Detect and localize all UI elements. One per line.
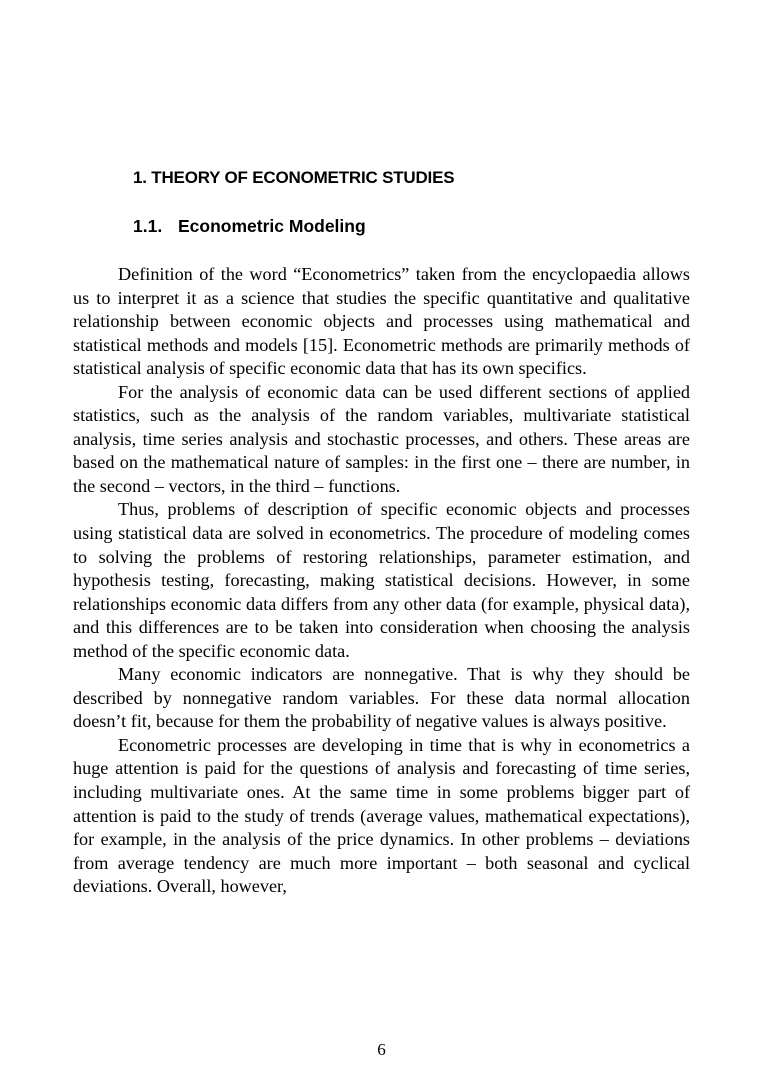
section-number: 1.1. — [133, 216, 163, 236]
paragraph: Definition of the word “Econometrics” taken from the encyclopaedia allows us to interpret it as a science that studies the specific quantitative and qualitative relationship between economic objects and processes using mathematical and statistical methods and models [15]. Econometric methods are primarily methods of statistical analysis of specific economic data that has its own specifics. — [73, 264, 690, 379]
chapter-heading: 1. THEORY OF ECONOMETRIC STUDIES — [133, 168, 455, 187]
section-heading — [133, 216, 366, 237]
body-text — [73, 263, 690, 899]
section-title: Econometric Modeling — [178, 216, 366, 236]
paragraph: Thus, problems of description of specific economic objects and processes using statistical data are solved in econometrics. The procedure of modeling comes to solving the problems of restoring relationships, parameter estimation, and hypothesis testing, forecasting, making statistical decisions. However, in some relationships economic data differs from any other data (for example, physical data), and this differences are to be taken into consideration when choosing the analysis method of the specific economic data. — [73, 499, 690, 661]
page-number: 6 — [377, 1040, 386, 1059]
paragraph: For the analysis of economic data can be used different sections of applied statistics, such as the analysis of the random variables, multivariate statistical analysis, time series analysis and stochastic processes, and others. These areas are based on the mathematical nature of samples: in the first one – there are number, in the second – vectors, in the third – functions. — [73, 381, 690, 496]
paragraph: Econometric processes are developing in time that is why in econometrics a huge attention is paid for the questions of analysis and forecasting of time series, including multivariate ones. At the same time in some problems bigger part of attention is paid to the study of trends (average values, mathematical expectations), for example, in the analysis of the price dynamics. In other problems – deviations from average tendency are much more important – both seasonal and cyclical deviations. Overall, however, — [73, 734, 690, 897]
paragraph: Many economic indicators are nonnegative. That is why they should be described by nonnegative random variables. For these data normal allocation doesn’t fit, because for them the probability of negative values is always positive. — [73, 664, 690, 732]
